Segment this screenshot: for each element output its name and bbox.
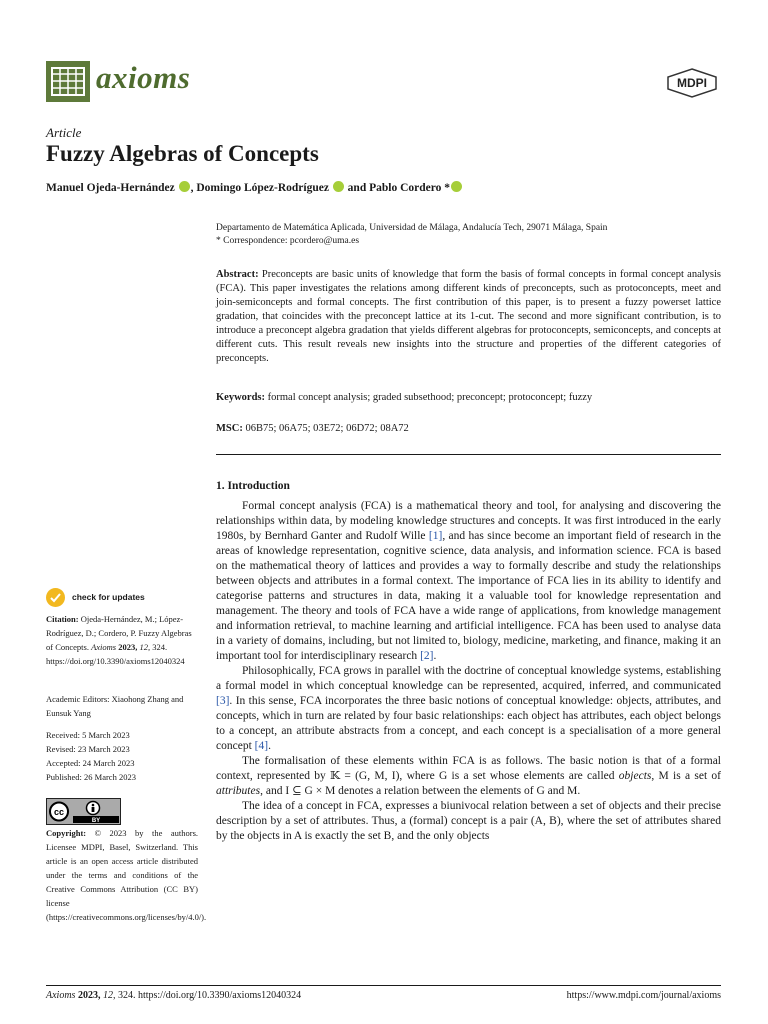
date-revised: Revised: 23 March 2023 [46,744,130,754]
footer-volume: 12, [102,990,116,1001]
citation-doi[interactable]: 324. https://doi.org/10.3390/axioms12040324 [46,642,185,666]
date-published: Published: 26 March 2023 [46,772,136,782]
text-run: The formalisation of these elements within FCA is as follows. The basic notion is that of a formal context, represented by 𝕂 = (G, M, I), where G is a set whose elements are called [216,755,721,782]
check-for-updates-button[interactable] [46,588,145,607]
section-divider [216,454,721,455]
citation-link[interactable]: [1] [428,530,443,542]
text-run: Philosophically, FCA grows in parallel with the doctrine of conceptual knowledge systems, establishing a formal model in which conceptual knowledge can be represented, acquired, inferred, and communicated [216,665,721,692]
citation-link[interactable]: [3] [216,695,230,707]
footer-doi[interactable]: 324. https://doi.org/10.3390/axioms12040324 [117,990,302,1001]
footer-divider [46,985,721,986]
citation-volume: 12, [139,642,151,652]
author-3: and Pablo Cordero * [347,182,451,194]
text-run: . In this sense, FCA incorporates the three basic notions of conceptual knowledge: objects, attributes, and concepts, which in turn are related by four basic relationships: each object has attributes, each object belongs to a concept, an attribute abstracts from a concept, and each concept is a specialisation of a more general concept [216,695,721,752]
emphasis: objects [618,770,652,782]
citation-label: Citation: [46,614,79,624]
footer-year: 2023, [77,990,101,1001]
copyright-label: Copyright: [46,828,87,838]
abstract-label: Abstract: [216,269,259,280]
check-updates-label: check for updates [72,592,145,602]
paragraph-3 [216,754,721,799]
journal-logo-icon [46,61,90,102]
author-2: Domingo López-Rodríguez [196,182,329,194]
msc [216,422,721,436]
cc-license-badge[interactable] [46,798,121,825]
keywords-text: formal concept analysis; graded subsethood; preconcept; protoconcept; fuzzy [267,392,593,403]
text-run: , and has since become an important field of research in the areas of knowledge representation, cognitive science, data analysis, and information science. FCA is based on the mathematical theory of lattices and provides a way to formally describe and study the relationships between objects and attributes in a formal context. The importance of FCA lies in its ability to identify and categorise patterns and structures in data, making it a valuable tool for knowledge representation and management. The theory and tools of FCA have a wide range of applications, from knowledge management and information retrieval, to machine learning and artificial intelligence. FCA has been used to analyse data in a variety of domains, including, but not limited to, biology, medicine, marketing, and finance, making it an important tool for interdisciplinary research [216,530,721,662]
paragraph-1: Formal concept analysis (FCA) is a mathematical theory and tool, for analysing and discovering the relationships within data, by modeling knowledge structures and concepts. It was first introduced in the early 1980s, by Bernhard Ganter and Rudolf Wille [1], and has since become an important field of research in the areas of knowledge representation, cognitive science, data analysis, and information science. FCA is based on the mathematical theory of lattices and provides a way to formally describe and study the relationships between objects and attributes in a formal context. The importance of FCA lies in its ability to identify and categorise patterns and structures in data, making it a valuable tool for knowledge representation and management. The theory and tools of FCA have a wide range of applications, from knowledge management and information retrieval, to machine learning and artificial intelligence. FCA has been used to analyse data in a variety of domains, including, but not limited to, biology, medicine, marketing, and finance, making it an important tool for interdisciplinary research [2]. [216,500,721,662]
academic-editors: Academic Editors: Xiaohong Zhang and Eunsuk Yang [46,694,184,718]
author-1: Manuel Ojeda-Hernández [46,182,175,194]
citation-link[interactable]: [2] [420,650,434,662]
text-run: Formal concept analysis (FCA) is a mathematical theory and tool, for analysing and discovering the relationships within data, by modeling knowledge structures and concepts. It was first introduced in the early 1980s, by Bernhard Ganter and Rudolf Wille [216,500,721,542]
citation-text: Ojeda-Hernández, M.; López-Rodríguez, D.; Cordero, P. Fuzzy Algebras of Concepts. [46,614,192,652]
affiliation: Departamento de Matemática Aplicada, Universidad de Málaga, Andalucía Tech, 29071 Málaga, Spain [216,223,608,233]
footer-journal: Axioms [46,990,76,1001]
citation-year: 2023, [118,642,138,652]
citation-link[interactable]: [4] [254,740,269,752]
footer-journal-url[interactable]: https://www.mdpi.com/journal/axioms [566,990,721,1001]
abstract [216,268,721,366]
abstract-text: Preconcepts are basic units of knowledge that form the basis of formal concepts in formal concept analysis (FCA). This paper investigates the relations among different kinds of preconcepts, such as protoconcepts, meet and join-semiconcepts and formal concepts. The first contribution of this paper, is to present a fuzzy powerset lattice gradation, that coincides with the preconcept lattice at its 1-cut. The second and more significant contribution, is to introduce a preconcept algebra gradation that yields different algebras for protoconcepts, semiconcepts, and concepts at different cuts. This result reveals new insights into the structure and properties of the different categories of preconcepts. [216,269,721,364]
author-list: Manuel Ojeda-Hernández , Domingo López-Rodríguez and Pablo Cordero * [46,181,463,194]
msc-label: MSC: [216,423,243,434]
orcid-icon[interactable] [333,181,344,192]
citation-block [46,612,198,668]
check-updates-icon [46,588,65,607]
section-heading: 1. Introduction [216,480,290,492]
footer-citation [46,990,301,1001]
affiliation-block [216,222,607,248]
date-received: Received: 5 March 2023 [46,730,130,740]
dates-block [46,728,198,784]
orcid-icon[interactable] [179,181,190,192]
paper-title: Fuzzy Algebras of Concepts [46,141,319,166]
keywords-label: Keywords: [216,392,265,403]
article-type: Article [46,125,82,140]
cc-badge-label: BY [91,818,101,824]
keywords [216,391,721,405]
publisher-name: MDPI [677,76,707,90]
paragraph-4: The idea of a concept in FCA, expresses a biunivocal relation between a set of objects and their precise description by a set of attributes. Thus, a (formal) concept is a pair (A, B), where the set of attributes shared by the objects in A is exactly the set B, and the only objects [216,800,721,842]
paragraph-2: Philosophically, FCA grows in parallel with the doctrine of conceptual knowledge systems, establishing a formal model in which conceptual knowledge can be represented, acquired, inferred, and communicated [3]. In this sense, FCA incorporates the three basic notions of conceptual knowledge: objects, attributes, and concepts, which in turn are related by four basic relationships: each object has attributes, each object belongs to a concept, an attribute abstracts from a concept, and each concept is a specialisation of a more general concept [4]. [216,665,721,752]
emphasis: attributes [216,785,261,797]
publisher-logo [666,68,718,98]
text-run: , M is a set of [651,770,721,782]
body-text [216,499,721,844]
msc-text: 06B75; 06A75; 03E72; 06D72; 08A72 [245,423,409,434]
journal-name: axioms [96,60,191,95]
text-run: , and I ⊆ G × M denotes a relation between the elements of G and M. [260,785,581,797]
correspondence: * Correspondence: pcordero@uma.es [216,236,360,246]
orcid-icon[interactable] [451,181,462,192]
date-accepted: Accepted: 24 March 2023 [46,758,135,768]
copyright-block [46,826,207,924]
copyright-text: © 2023 by the authors. Licensee MDPI, Basel, Switzerland. This article is an open access article distributed under the terms and conditions of the Creative Commons Attribution (CC BY) license (https://creativecommons.org/licenses/by/4.0/). [46,828,207,922]
svg-text:cc: cc [53,807,65,817]
citation-journal: Axioms [91,642,117,652]
